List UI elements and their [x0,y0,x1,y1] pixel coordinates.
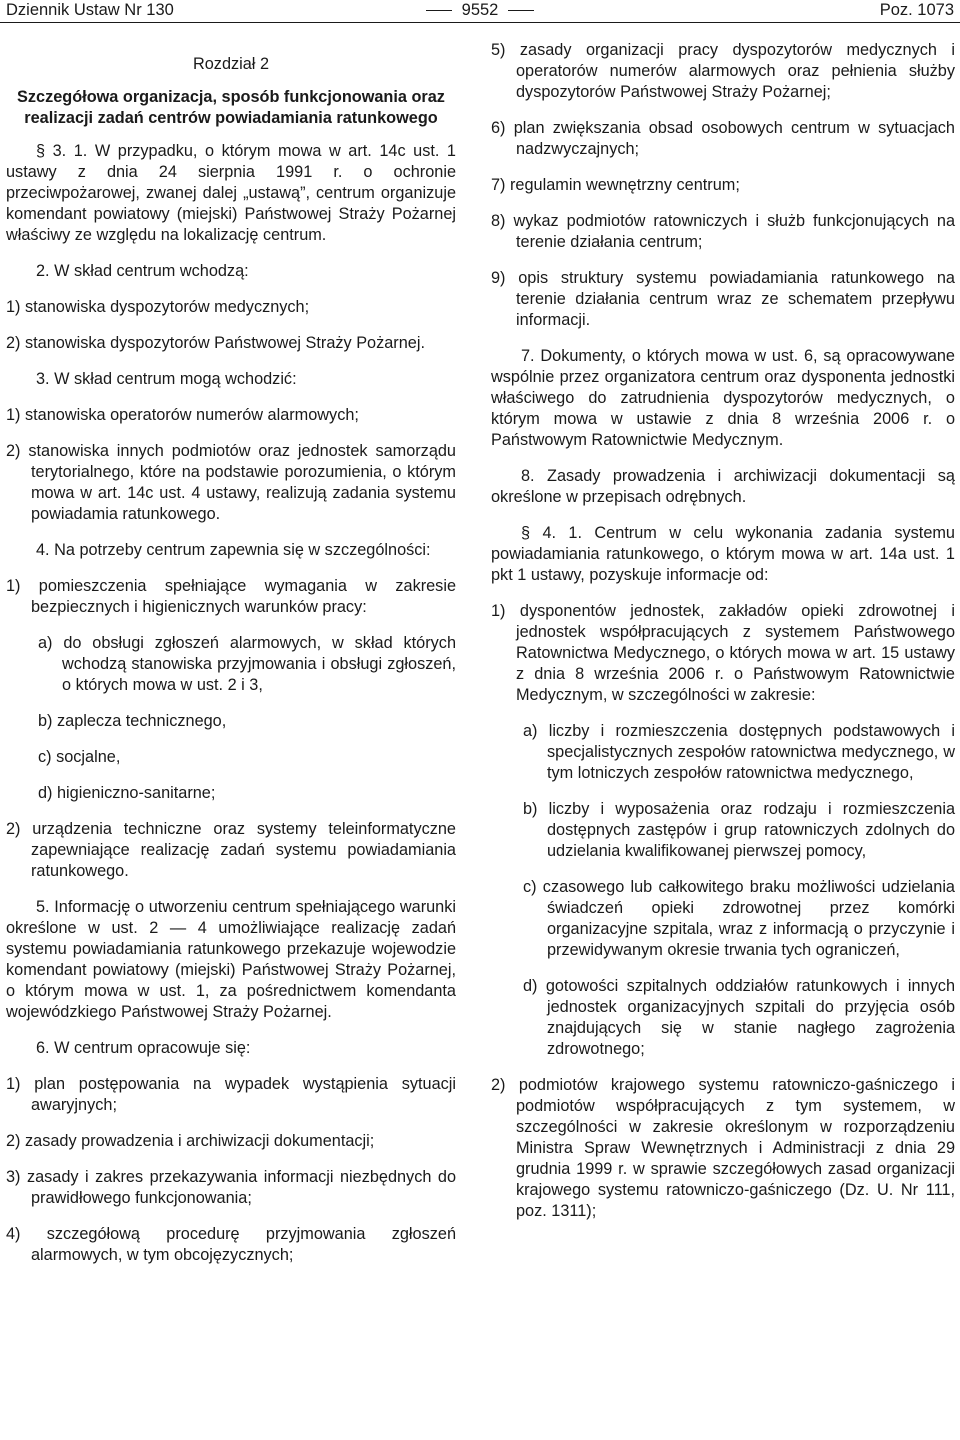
position-number: Poz. 1073 [879,1,954,19]
item-3-4-1-b: b) zaplecza technicznego, [38,712,227,730]
paragraph-3-7: 7. Dokumenty, o których mowa w ust. 6, są opracowywane wspólnie przez organizatora centrum oraz dysponenta jednostki właściwego do zatrudnienia dyspozytorów medycznych, o którym mowa w ustawie z dnia 8 września 2006 r. o Państwowym Ratownictwie Medycznym. [491,347,955,449]
item-3-4-1: 1) pomieszczenia spełniające wymagania w zakresie bezpiecznych i higienicznych warunków pracy: [6,577,456,616]
chapter-number: Rozdział 2 [192,55,270,73]
item-3-6-3: 3) zasady i zakres przekazywania informacji niezbędnych do prawidłowego funkcjonowania; [6,1168,456,1207]
paragraph-3-2: 2. W skład centrum wchodzą: [36,262,249,280]
paragraph-4-1: § 4. 1. Centrum w celu wykonania zadania systemu powiadamiania ratunkowego, o którym mowa w art. 14a ust. 1 pkt 1 ustawy, pozyskuje informacje od: [491,524,955,584]
item-3-4-1-a: a) do obsługi zgłoszeń alarmowych, w skład których wchodzą stanowiska przyjmowania i obsługi zgłoszeń, o których mowa w ust. 2 i 3, [38,634,456,694]
item-4-1-1: 1) dysponentów jednostek, zakładów opieki zdrowotnej i jednostek współpracujących z systemem Państwowego Ratownictwa Medycznego, o których mowa w art. 15 ustawy z dnia 8 września 2006 r. o Państwowym Ratownictwie Medycznym, w szczególności w zakresie: [491,602,955,704]
page-number: 9552 [461,1,499,19]
paragraph-3-6: 6. W centrum opracowuje się: [36,1039,251,1057]
right-column [491,40,955,1222]
paragraph-3-8: 8. Zasady prowadzenia i archiwizacji dokumentacji są określone w przepisach odrębnych. [491,467,955,506]
item-3-2-1: 1) stanowiska dyspozytorów medycznych; [6,298,310,316]
item-3-3-1: 1) stanowiska operatorów numerów alarmowych; [6,406,359,424]
item-4-1-1-b: b) liczby i wyposażenia oraz rodzaju i rozmieszczenia dostępnych zastępów i grup ratowniczych zdolnych do udzielania kwalifikowanej pierwszej pomocy, [523,800,955,860]
paragraph-3-5: 5. Informację o utworzeniu centrum spełniającego warunki określone w ust. 2 — 4 umożliwiające realizację zadań systemu powiadamiania ratunkowego przekazuje wojewodzie komendant powiatowy (miejski) Państwowej Straży Pożarnej, o którym mowa w ust. 1, za pośrednictwem komendanta wojewódzkiego Państwowej Straży Pożarnej. [6,898,456,1021]
item-3-4-1-d: d) higieniczno-sanitarne; [38,784,216,802]
paragraph-3-3: 3. W skład centrum mogą wchodzić: [36,370,297,388]
page-number-wrap [0,0,960,20]
item-4-1-1-a: a) liczby i rozmieszczenia dostępnych podstawowych i specjalistycznych zespołów ratownictwa medycznego, w tym lotniczych zespołów ratownictwa medycznego, [523,722,955,782]
chapter-title: Szczegółowa organizacja, sposób funkcjonowania oraz realizacji zadań centrów powiadamiania ratunkowego [17,88,445,127]
item-4-1-2: 2) podmiotów krajowego systemu ratowniczo-gaśniczego i podmiotów współpracujących z tym systemem, w szczególności w zakresie określonym w rozporządzeniu Ministra Spraw Wewnętrznych i Administracji z dnia 29 grudnia 1999 r. w sprawie szczegółowych zasad organizacji krajowego systemu ratowniczo-gaśniczego (Dz. U. Nr 111, poz. 1311); [491,1076,955,1220]
dash-right [508,10,534,11]
item-3-6-2: 2) zasady prowadzenia i archiwizacji dokumentacji; [6,1132,375,1150]
item-3-6-9: 9) opis struktury systemu powiadamiania ratunkowego na terenie działania centrum wraz ze schematem przepływu informacji. [491,269,955,329]
item-3-6-8: 8) wykaz podmiotów ratowniczych i służb funkcjonujących na terenie działania centrum; [491,212,955,251]
item-4-1-1-c: c) czasowego lub całkowitego braku możliwości udzielania świadczeń opieki zdrowotnej przez komórki organizacyjne szpitala, wraz z informacją o przyczynie i przewidywanym okresie trwania tych ograniczeń, [523,878,955,959]
item-3-6-6: 6) plan zwiększania obsad osobowych centrum w sytuacjach nadzwyczajnych; [491,119,955,158]
paragraph-3-1: § 3. 1. W przypadku, o którym mowa w art. 14c ust. 1 ustawy z dnia 24 sierpnia 1991 r. o ochronie przeciwpożarowej, zwanej dalej „ustawą”, centrum organizuje komendant powiatowy (miejski) Państwowej Straży Pożarnej właściwy ze względu na lokalizację centrum. [6,142,456,244]
item-3-2-2: 2) stanowiska dyspozytorów Państwowej Straży Pożarnej. [6,334,425,352]
left-column [6,40,456,1266]
item-3-4-1-c: c) socjalne, [38,748,121,766]
journal-title: Dziennik Ustaw Nr 130 [6,1,174,19]
item-3-6-1: 1) plan postępowania na wypadek wystąpienia sytuacji awaryjnych; [6,1075,456,1114]
item-3-6-5: 5) zasady organizacji pracy dyspozytorów medycznych i operatorów numerów alarmowych oraz pełnienia służby dyspozytorów Państwowej Straży Pożarnej; [491,41,955,101]
dash-left [426,10,452,11]
item-4-1-1-d: d) gotowości szpitalnych oddziałów ratunkowych i innych jednostek organizacyjnych szpitali do przyjęcia osób znajdujących się w stanie nagłego zagrożenia zdrowotnego; [523,977,955,1058]
header-rule [0,22,960,23]
item-3-6-7: 7) regulamin wewnętrzny centrum; [491,176,740,194]
item-3-4-2: 2) urządzenia techniczne oraz systemy teleinformatyczne zapewniające realizację zadań systemu powiadamiania ratunkowego. [6,820,456,880]
item-3-3-2: 2) stanowiska innych podmiotów oraz jednostek samorządu terytorialnego, które na podstawie porozumienia, o którym mowa w art. 14c ust. 4 ustawy, realizują zadania systemu powiadamia ratunkowego. [6,442,456,523]
paragraph-3-4: 4. Na potrzeby centrum zapewnia się w szczególności: [36,541,431,559]
item-3-6-4: 4) szczegółową procedurę przyjmowania zgłoszeń alarmowych, w tym obcojęzycznych; [6,1225,456,1264]
